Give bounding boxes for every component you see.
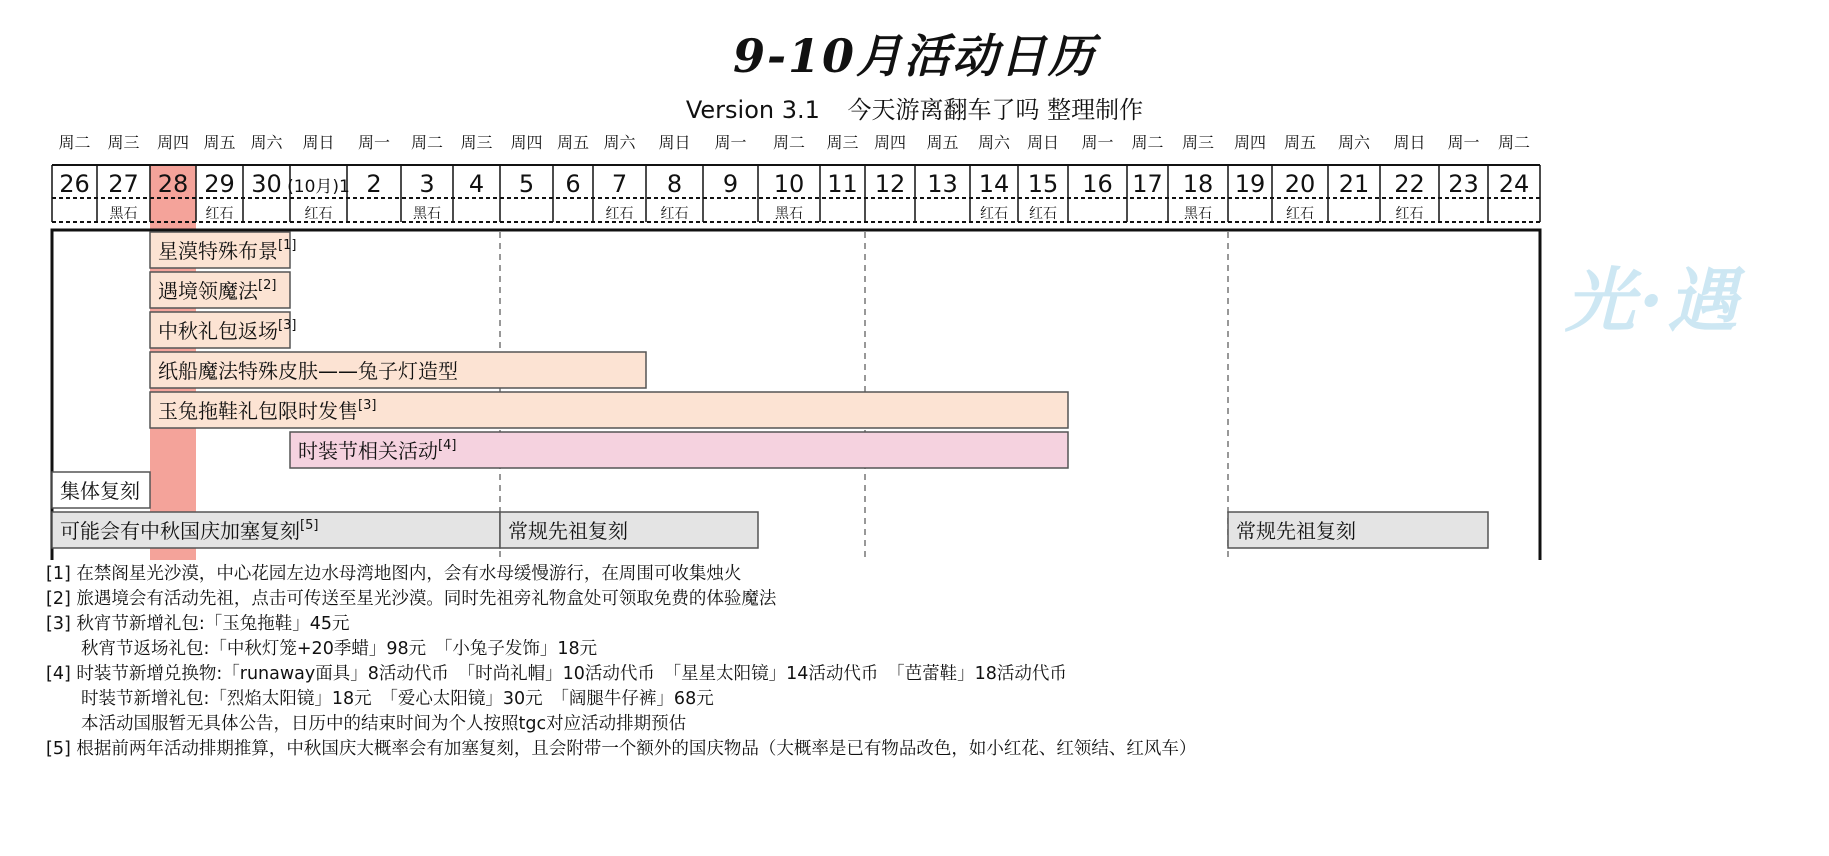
weekday-label: 周四 bbox=[510, 133, 543, 152]
event-label: 中秋礼包返场[3] bbox=[158, 318, 297, 343]
footnote: [4] 时装节新增兑换物:「runaway面具」8活动代币 「时尚礼帽」10活动代币 「星星太阳镜」14活动代币 「芭蕾鞋」18活动代币 bbox=[46, 664, 1067, 684]
event-label: 星漠特殊布景[1] bbox=[158, 238, 297, 263]
stone-label: 黑石 bbox=[413, 206, 441, 222]
weekday-label: 周四 bbox=[1233, 133, 1267, 152]
day-number: 18 bbox=[1182, 170, 1214, 198]
weekday-label: 周二 bbox=[58, 133, 91, 152]
event-footnote-ref: [4] bbox=[438, 438, 457, 453]
footnote: 时装节新增礼包:「烈焰太阳镜」18元 「爱心太阳镜」30元 「阔腿牛仔裤」68元 bbox=[81, 689, 714, 709]
day-number: 24 bbox=[1498, 170, 1530, 198]
stone-label: 红石 bbox=[605, 206, 634, 222]
weekday-label: 周三 bbox=[460, 133, 493, 152]
weekday-label: 周三 bbox=[826, 133, 859, 152]
version-label: Version 3.1 bbox=[685, 96, 820, 124]
event-footnote-ref: [3] bbox=[358, 398, 377, 413]
day-number: 15 bbox=[1027, 170, 1059, 198]
event-footnote-ref: [5] bbox=[300, 518, 319, 533]
day-number: 9 bbox=[722, 170, 739, 198]
day-number: 26 bbox=[59, 170, 90, 198]
stone-label: 红石 bbox=[1286, 206, 1314, 222]
footnote: 秋宵节返场礼包:「中秋灯笼+20季蜡」98元 「小兔子发饰」18元 bbox=[81, 639, 598, 659]
day-number: 12 bbox=[874, 170, 906, 198]
stone-label: 黑石 bbox=[1184, 206, 1212, 222]
day-number: 30 bbox=[251, 170, 282, 198]
weekday-label: 周日 bbox=[302, 133, 335, 152]
weekday-label: 周三 bbox=[1181, 133, 1215, 152]
day-number: 19 bbox=[1234, 170, 1266, 198]
weekday-label: 周一 bbox=[1081, 133, 1114, 152]
event-label: 常规先祖复刻 bbox=[1236, 519, 1356, 543]
weekday-label: 周四 bbox=[873, 133, 907, 152]
event-footnote-ref: [1] bbox=[278, 238, 297, 253]
day-number: 16 bbox=[1082, 170, 1113, 198]
stone-label: 红石 bbox=[205, 206, 234, 222]
day-number: 27 bbox=[108, 170, 139, 198]
weekday-label: 周一 bbox=[357, 133, 391, 152]
weekday-label: 周二 bbox=[410, 133, 444, 152]
day-number: 20 bbox=[1284, 170, 1316, 198]
weekday-label: 周日 bbox=[658, 133, 691, 152]
weekday-label: 周六 bbox=[603, 133, 636, 152]
day-number: 8 bbox=[666, 170, 683, 198]
weekday-label: 周五 bbox=[1283, 133, 1317, 152]
footnote: [5] 根据前两年活动排期推算，中秋国庆大概率会有加塞复刻，且会附带一个额外的国庆物品（大概率是已有物品改色，如小红花、红领结、红风车） bbox=[46, 739, 1197, 759]
day-number: 5 bbox=[518, 170, 535, 198]
stone-label: 黑石 bbox=[775, 206, 803, 222]
stone-label: 红石 bbox=[1029, 206, 1057, 222]
day-number: 4 bbox=[468, 170, 485, 198]
weekday-label: 周一 bbox=[714, 133, 747, 152]
event-footnote-ref: [2] bbox=[258, 278, 277, 293]
event-label: 集体复刻 bbox=[60, 479, 140, 503]
weekday-label: 周日 bbox=[1393, 133, 1426, 152]
day-number: 23 bbox=[1448, 170, 1479, 198]
day-number: 21 bbox=[1338, 170, 1370, 198]
stone-label: 红石 bbox=[304, 206, 333, 222]
logo-watermark: 光·遇 bbox=[1565, 259, 1742, 342]
day-number: 7 bbox=[611, 170, 628, 198]
event-label: 遇境领魔法[2] bbox=[158, 278, 277, 303]
stone-label: 红石 bbox=[660, 206, 689, 222]
weekday-label: 周三 bbox=[107, 133, 140, 152]
day-number: 13 bbox=[927, 170, 958, 198]
weekday-label: 周日 bbox=[1026, 133, 1060, 152]
day-number: 11 bbox=[827, 170, 858, 198]
author-label: 今天游离翻车了吗 整理制作 bbox=[847, 96, 1144, 124]
footnote: [2] 旅遇境会有活动先祖，点击可传送至星光沙漠。同时先祖旁礼物盒处可领取免费的体验魔法 bbox=[46, 589, 777, 609]
weekday-label: 周二 bbox=[1131, 133, 1164, 152]
day-number: 14 bbox=[978, 170, 1010, 198]
stone-label: 红石 bbox=[1395, 206, 1424, 222]
page-title: 9-10月活动日历 bbox=[732, 29, 1097, 83]
event-label: 可能会有中秋国庆加塞复刻[5] bbox=[60, 518, 319, 543]
day-number: 3 bbox=[419, 170, 435, 198]
day-number: 28 bbox=[157, 170, 189, 198]
event-label: 纸船魔法特殊皮肤——兔子灯造型 bbox=[158, 359, 458, 383]
weekday-label: 周一 bbox=[1447, 133, 1480, 152]
footnote: [3] 秋宵节新增礼包:「玉兔拖鞋」45元 bbox=[46, 614, 350, 634]
weekday-label: 周六 bbox=[1337, 133, 1371, 152]
weekday-label: 周二 bbox=[772, 133, 806, 152]
weekday-label: 周四 bbox=[156, 133, 190, 152]
day-number: 10 bbox=[773, 170, 805, 198]
footnote: 本活动国服暂无具体公告，日历中的结束时间为个人按照tgc对应活动排期预估 bbox=[81, 714, 687, 734]
day-number: 2 bbox=[366, 170, 382, 198]
weekday-label: 周五 bbox=[556, 133, 590, 152]
weekday-label: 周二 bbox=[1497, 133, 1531, 152]
event-label: 常规先祖复刻 bbox=[508, 519, 628, 543]
weekday-label: 周六 bbox=[977, 133, 1011, 152]
footnote: [1] 在禁阁星光沙漠，中心花园左边水母湾地图内，会有水母缓慢游行，在周围可收集烛火 bbox=[46, 564, 742, 584]
day-number: (10月)1 bbox=[287, 177, 350, 197]
day-number: 29 bbox=[204, 170, 235, 198]
event-label: 玉兔拖鞋礼包限时发售[3] bbox=[158, 398, 377, 423]
day-number: 6 bbox=[565, 170, 581, 198]
weekday-label: 周五 bbox=[926, 133, 959, 152]
stone-label: 黑石 bbox=[109, 206, 138, 222]
weekday-label: 周六 bbox=[250, 133, 283, 152]
event-label: 时装节相关活动[4] bbox=[298, 438, 457, 463]
day-number: 17 bbox=[1132, 170, 1163, 198]
weekday-label: 周五 bbox=[203, 133, 236, 152]
footnotes bbox=[46, 562, 1196, 762]
stone-label: 红石 bbox=[980, 206, 1008, 222]
event-footnote-ref: [3] bbox=[278, 318, 297, 333]
day-number: 22 bbox=[1394, 170, 1425, 198]
